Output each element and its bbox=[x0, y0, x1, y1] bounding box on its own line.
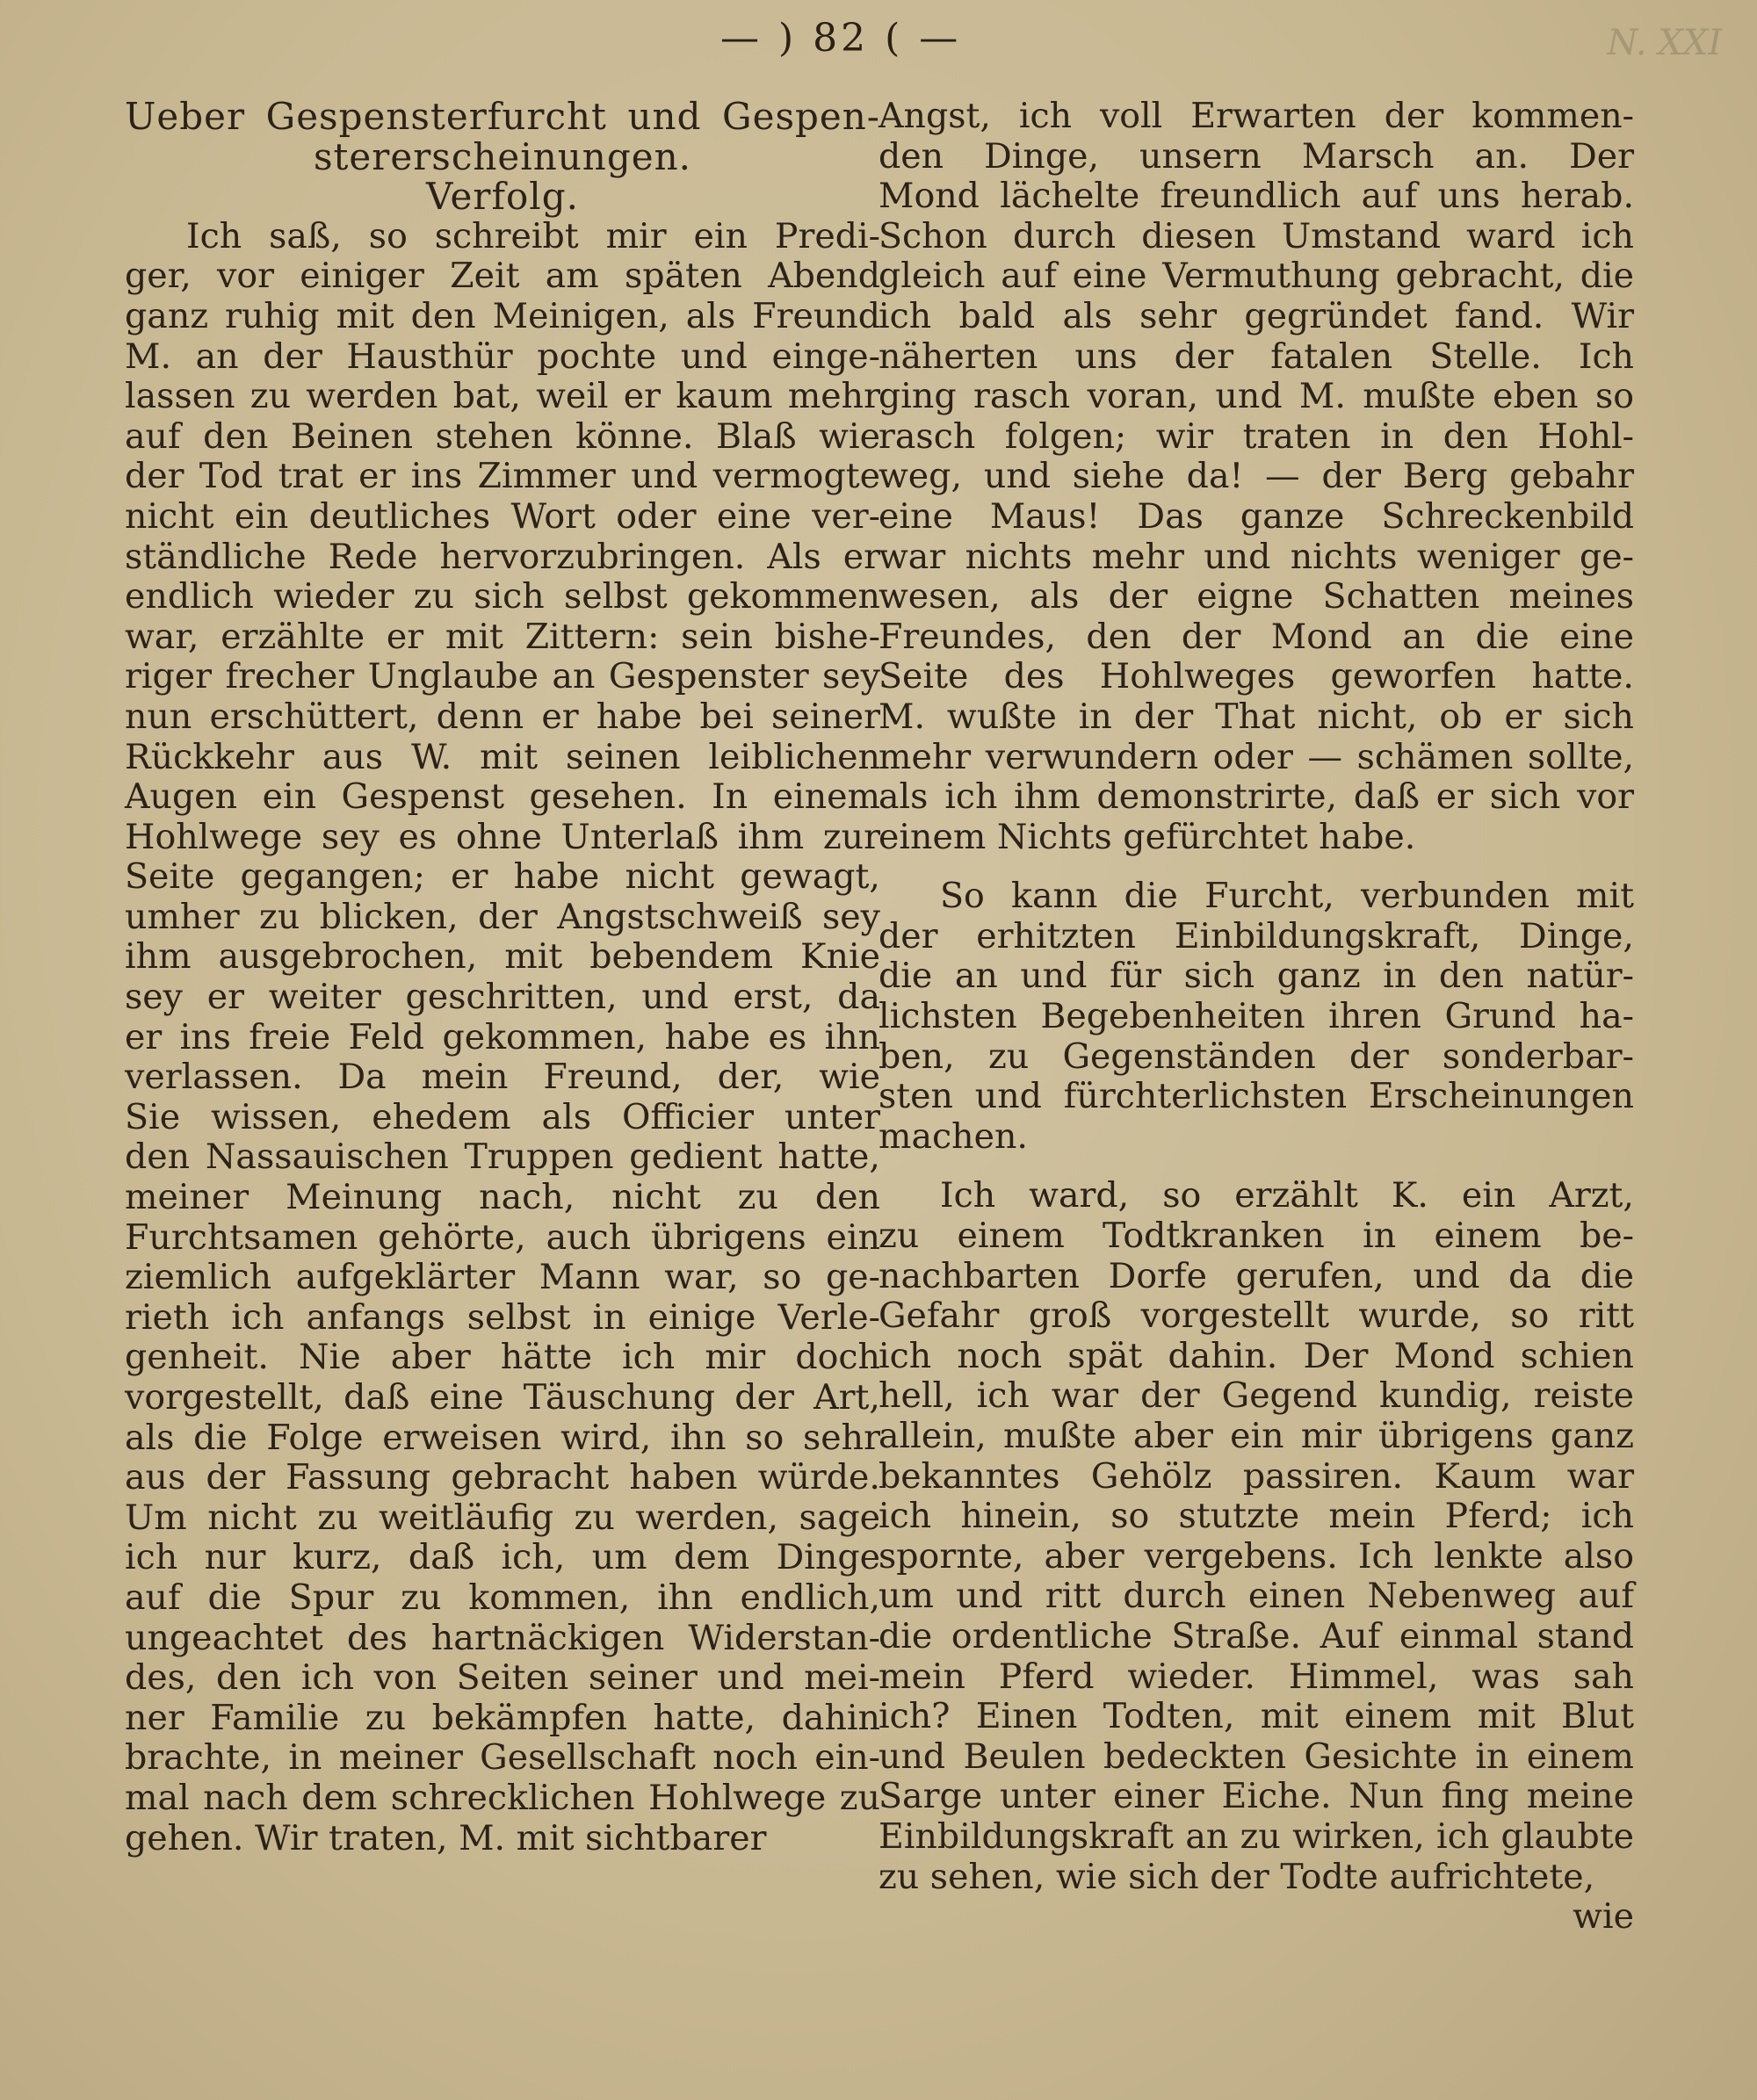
text-line: war, erzählte er mit Zittern: sein bishe- bbox=[125, 616, 880, 657]
text-line: riger frecher Unglaube an Gespenster sey bbox=[125, 656, 880, 697]
right-paragraph-1 bbox=[878, 97, 1634, 857]
text-line: und Beulen bedeckten Gesichte in einem bbox=[878, 1736, 1634, 1777]
page-number-header: — ) 82 ( — bbox=[720, 16, 962, 61]
text-line: den Dinge, unsern Marsch an. Der bbox=[878, 135, 1634, 177]
left-column bbox=[125, 97, 880, 1858]
text-line: als die Folge erweisen wird, ihn so sehr bbox=[125, 1417, 880, 1458]
text-line: mal nach dem schrecklichen Hohlwege zu bbox=[125, 1777, 880, 1818]
text-line: ich? Einen Todten, mit einem mit Blut bbox=[878, 1696, 1634, 1737]
text-line: ging rasch voran, und M. mußte eben so bbox=[878, 376, 1634, 417]
text-line: Sie wissen, ehedem als Officier unter bbox=[125, 1096, 880, 1137]
text-line: Angst, ich voll Erwarten der kommen- bbox=[878, 96, 1634, 136]
text-line: Sarge unter einer Eiche. Nun fing meine bbox=[878, 1776, 1634, 1817]
text-line: Schon durch diesen Umstand ward ich bbox=[878, 215, 1634, 256]
text-line: sey er weiter geschritten, und erst, da bbox=[125, 977, 880, 1018]
text-line: Einbildungskraft an zu wirken, ich glaubte bbox=[878, 1815, 1634, 1857]
text-line: ich noch spät dahin. Der Mond schien bbox=[878, 1335, 1634, 1376]
text-line: Gefahr groß vorgestellt wurde, so ritt bbox=[878, 1295, 1634, 1337]
text-line: verlassen. Da mein Freund, der, wie bbox=[125, 1057, 880, 1098]
right-column bbox=[878, 97, 1634, 1938]
paragraph-gap bbox=[878, 1157, 1634, 1176]
text-line: Freundes, den der Mond an die eine bbox=[878, 616, 1634, 657]
text-line: die ordentliche Straße. Auf einmal stand bbox=[878, 1615, 1634, 1656]
text-line: umher zu blicken, der Angstschweiß sey bbox=[125, 896, 880, 937]
text-line: ich hinein, so stutzte mein Pferd; ich bbox=[878, 1496, 1634, 1537]
article-subtitle: Verfolg. bbox=[426, 175, 579, 219]
text-line: rieth ich anfangs selbst in einige Verle- bbox=[125, 1296, 880, 1338]
text-line: eine Maus! Das ganze Schreckenbild bbox=[878, 495, 1634, 537]
text-line: Um nicht zu weitläufig zu werden, sage bbox=[125, 1497, 880, 1538]
text-line: Augen ein Gespenst gesehen. In einem bbox=[125, 776, 880, 818]
text-line: nachbarten Dorfe gerufen, und da die bbox=[878, 1255, 1634, 1296]
text-line: der Tod trat er ins Zimmer und vermogte bbox=[125, 456, 880, 497]
text-line: näherten uns der fatalen Stelle. Ich bbox=[878, 336, 1634, 377]
text-line: brachte, in meiner Gesellschaft noch ein- bbox=[125, 1737, 880, 1779]
text-line: gehen. Wir traten, M. mit sichtbarer bbox=[125, 1817, 767, 1858]
text-line: rasch folgen; wir traten in den Hohl- bbox=[878, 415, 1634, 457]
text-line: Seite des Hohlweges geworfen hatte. bbox=[878, 656, 1634, 697]
text-line: Hohlwege sey es ohne Unterlaß ihm zur bbox=[125, 816, 880, 857]
text-line: ganz ruhig mit den Meinigen, als Freund bbox=[125, 295, 880, 336]
text-line: nun erschüttert, denn er habe bei seiner bbox=[125, 696, 880, 737]
text-line: Ich ward, so erzählt K. ein Arzt, bbox=[940, 1175, 1634, 1216]
text-line: hell, ich war der Gegend kundig, reiste bbox=[878, 1375, 1634, 1417]
text-line: war nichts mehr und nichts weniger ge- bbox=[878, 536, 1634, 577]
text-line: sten und fürchterlichsten Erscheinungen bbox=[878, 1076, 1634, 1117]
text-line: ziemlich aufgeklärter Mann war, so ge- bbox=[125, 1257, 880, 1298]
text-line: mein Pferd wieder. Himmel, was sah bbox=[878, 1656, 1634, 1697]
text-line: ger, vor einiger Zeit am späten Abend bbox=[125, 256, 880, 297]
text-line: weg, und siehe da! — der Berg gebahr bbox=[878, 456, 1634, 497]
text-line: meiner Meinung nach, nicht zu den bbox=[125, 1177, 880, 1218]
text-line: nicht ein deutliches Wort oder eine ver- bbox=[125, 495, 880, 537]
text-line: lichsten Begebenheiten ihren Grund ha- bbox=[878, 996, 1634, 1037]
corner-issue-mark: N. XXI bbox=[1607, 23, 1722, 63]
text-line: mehr verwundern oder — schämen sollte, bbox=[878, 736, 1634, 777]
text-line: des, den ich von Seiten seiner und mei- bbox=[125, 1657, 880, 1699]
text-line: endlich wieder zu sich selbst gekommen bbox=[125, 576, 880, 617]
text-line: lassen zu werden bat, weil er kaum mehr bbox=[125, 376, 880, 417]
text-line: ständliche Rede hervorzubringen. Als er bbox=[125, 536, 880, 577]
text-line: einem Nichts gefürchtet habe. bbox=[878, 816, 1416, 857]
text-line: ben, zu Gegenständen der sonderbar- bbox=[878, 1036, 1634, 1077]
text-line: ner Familie zu bekämpfen hatte, dahin bbox=[125, 1697, 880, 1738]
text-line: die an und für sich ganz in den natür- bbox=[878, 956, 1634, 997]
text-line: um und ritt durch einen Nebenweg auf bbox=[878, 1576, 1634, 1617]
text-line: den Nassauischen Truppen gedient hatte, bbox=[125, 1137, 880, 1178]
text-line: der erhitzten Einbildungskraft, Dinge, bbox=[878, 915, 1634, 956]
article-title-line-2: stererscheinungen. bbox=[313, 134, 691, 178]
text-line: zu sehen, wie sich der Todte aufrichtete, bbox=[878, 1856, 1595, 1897]
text-line: genheit. Nie aber hätte ich mir doch bbox=[125, 1337, 880, 1378]
text-line: Ich saß, so schreibt mir ein Predi- bbox=[186, 215, 880, 256]
text-line: er ins freie Feld gekommen, habe es ihn bbox=[125, 1016, 880, 1057]
text-line: zu einem Todtkranken in einem be- bbox=[878, 1216, 1634, 1257]
text-line: Seite gegangen; er habe nicht gewagt, bbox=[125, 856, 880, 898]
text-line: auf den Beinen stehen könne. Blaß wie bbox=[125, 415, 880, 457]
text-line: als ich ihm demonstrirte, daß er sich vor bbox=[878, 776, 1634, 818]
text-line: bekanntes Gehölz passiren. Kaum war bbox=[878, 1455, 1634, 1497]
text-line: M. wußte in der That nicht, ob er sich bbox=[878, 696, 1634, 737]
text-line: Furchtsamen gehörte, auch übrigens ein bbox=[125, 1216, 880, 1258]
text-line: vorgestellt, daß eine Täuschung der Art, bbox=[125, 1377, 880, 1418]
text-line: So kann die Furcht, verbunden mit bbox=[940, 876, 1634, 917]
text-line: Rückkehr aus W. mit seinen leiblichen bbox=[125, 736, 880, 777]
text-line: Mond lächelte freundlich auf uns herab. bbox=[878, 176, 1634, 217]
text-line: machen. bbox=[878, 1115, 1028, 1157]
text-line: aus der Fassung gebracht haben würde. bbox=[125, 1457, 880, 1498]
text-line: ungeachtet des hartnäckigen Widerstan- bbox=[125, 1617, 880, 1658]
right-paragraph-2 bbox=[878, 877, 1634, 1157]
text-line: ich bald als sehr gegründet fand. Wir bbox=[878, 295, 1634, 336]
text-line: gleich auf eine Vermuthung gebracht, die bbox=[878, 256, 1634, 297]
text-line: ich nur kurz, daß ich, um dem Dinge bbox=[125, 1537, 880, 1578]
right-paragraph-3 bbox=[878, 1176, 1634, 1897]
left-column-body bbox=[125, 217, 880, 1858]
text-line: auf die Spur zu kommen, ihn endlich, bbox=[125, 1577, 880, 1618]
text-line: M. an der Hausthür pochte und einge- bbox=[125, 336, 880, 377]
article-title-line-1: Ueber Gespensterfurcht und Gespen- bbox=[125, 95, 880, 138]
paragraph-gap bbox=[878, 857, 1634, 877]
text-line: wesen, als der eigne Schatten meines bbox=[878, 576, 1634, 617]
text-line: ihm ausgebrochen, mit bebendem Knie bbox=[125, 936, 880, 978]
text-line: spornte, aber vergebens. Ich lenkte also bbox=[878, 1535, 1634, 1577]
text-line: allein, mußte aber ein mir übrigens ganz bbox=[878, 1416, 1634, 1456]
catchword: wie bbox=[1573, 1896, 1634, 1938]
